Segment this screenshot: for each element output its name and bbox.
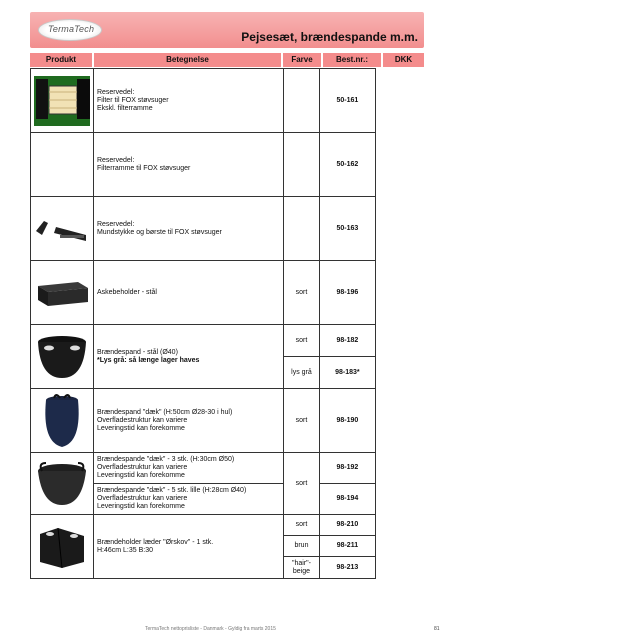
- description-cell: [93, 389, 283, 453]
- price-cell: [375, 261, 382, 325]
- order-number-cell: 98-210: [320, 515, 376, 536]
- product-image-cell: [31, 261, 94, 325]
- price-cell: [375, 325, 382, 389]
- order-number-cell: 98-182: [320, 325, 376, 357]
- order-number-cell: 98-183*: [320, 357, 376, 389]
- order-number-cell: 50-162: [320, 133, 376, 197]
- price-cell: [375, 453, 382, 515]
- color-cell: lys grå: [283, 357, 319, 389]
- order-number-cell: 98-192: [320, 453, 376, 484]
- price-cell: [375, 389, 382, 453]
- description-line: Leveringstid kan forekomme: [96, 472, 185, 479]
- tire-bucket-image: [34, 392, 90, 450]
- steel-bucket-image: [34, 332, 90, 382]
- description-line: Askebeholder - stål: [96, 288, 157, 296]
- description-line: Reservedel:: [96, 156, 135, 164]
- description-line: *Lys grå: så længe lager haves: [96, 356, 200, 364]
- description-cell: [93, 484, 283, 515]
- description-cell: [93, 261, 283, 325]
- description-line: H:46cm L:35 B:30: [96, 546, 153, 554]
- color-cell: sort: [283, 261, 319, 325]
- table-row: [31, 515, 383, 536]
- description-cell: [93, 69, 283, 133]
- description-line: Brændespand "dæk" (H:50cm Ø28-30 i hul): [96, 408, 233, 416]
- table-row: [31, 389, 383, 453]
- product-image-cell: [31, 133, 94, 197]
- description-line: Leveringstid kan forekomme: [96, 503, 185, 510]
- product-image-cell: [31, 325, 94, 389]
- price-cell: [375, 197, 382, 261]
- order-number-cell: 50-161: [320, 69, 376, 133]
- order-number-cell: 98-190: [320, 389, 376, 453]
- table-row: [31, 133, 383, 197]
- product-image-cell: [31, 197, 94, 261]
- table-row: [31, 69, 383, 133]
- column-header-produkt: Produkt: [30, 53, 92, 67]
- description-cell: [93, 133, 283, 197]
- ash-box-image: [34, 278, 90, 308]
- filter-image: [34, 76, 90, 126]
- table-row: [31, 261, 383, 325]
- color-cell: brun: [283, 536, 319, 557]
- color-cell: sort: [283, 515, 319, 536]
- page-footer: TermaTech nettoprisliste - Danmark - Gyldig fra marts 2015: [145, 626, 276, 632]
- column-header-farve: Farve: [283, 53, 321, 67]
- table-row: [31, 453, 383, 484]
- color-cell: "hair"-beige: [283, 557, 319, 579]
- tire-buckets-set-image: [34, 459, 90, 509]
- description-line: Overfladestruktur kan variere: [96, 495, 188, 502]
- color-cell: sort: [283, 453, 319, 515]
- page-header-banner: [30, 12, 424, 48]
- description-line: Overfladestruktur kan variere: [96, 464, 188, 471]
- column-header-bestnr: Best.nr.:: [323, 53, 381, 67]
- description-cell: [93, 197, 283, 261]
- product-image-cell: [31, 69, 94, 133]
- product-image-cell: [31, 515, 94, 579]
- column-header-betegnelse: Betegnelse: [94, 53, 281, 67]
- product-image-cell: [31, 389, 94, 453]
- color-cell: [283, 69, 319, 133]
- product-table: [30, 68, 382, 579]
- description-cell: [93, 325, 283, 389]
- description-line: Filterramme til FOX støvsuger: [96, 164, 191, 172]
- column-header-dkk: DKK: [383, 53, 424, 67]
- description-line: Reservedel:: [96, 88, 135, 96]
- description-line: Mundstykke og børste til FOX støvsuger: [96, 228, 222, 236]
- color-cell: [283, 133, 319, 197]
- description-cell: [93, 453, 283, 484]
- description-line: Leveringstid kan forekomme: [96, 424, 185, 432]
- table-row: [31, 325, 383, 357]
- order-number-cell: 98-194: [320, 484, 376, 515]
- order-number-cell: 98-211: [320, 536, 376, 557]
- description-line: Ekskl. filterramme: [96, 104, 153, 112]
- price-cell: [375, 133, 382, 197]
- color-cell: [283, 197, 319, 261]
- page-number: 81: [434, 626, 440, 632]
- nozzle-brush-image: [34, 211, 90, 247]
- description-cell: [93, 515, 283, 579]
- description-line: Filter til FOX støvsuger: [96, 96, 169, 104]
- description-line: Brændespande "dæk" - 5 stk. lille (H:28cm Ø40): [96, 487, 247, 494]
- order-number-cell: 50-163: [320, 197, 376, 261]
- leather-log-holder-image: [34, 524, 90, 570]
- description-line: Brændeholder læder "Ørskov" - 1 stk.: [96, 538, 214, 546]
- color-cell: sort: [283, 389, 319, 453]
- order-number-cell: 98-196: [320, 261, 376, 325]
- description-line: Brændespand - stål (Ø40): [96, 348, 178, 356]
- page-title: Pejsesæt, brændespande m.m.: [241, 30, 418, 44]
- table-row: [31, 197, 383, 261]
- color-cell: sort: [283, 325, 319, 357]
- order-number-cell: 98-213: [320, 557, 376, 579]
- description-line: Overfladestruktur kan variere: [96, 416, 188, 424]
- price-cell: [375, 69, 382, 133]
- termatech-logo: [38, 19, 102, 41]
- logo-text: TermaTech: [48, 24, 95, 34]
- description-line: Reservedel:: [96, 220, 135, 228]
- product-image-cell: [31, 453, 94, 515]
- price-cell: [375, 515, 382, 579]
- description-line: Brændespande "dæk" - 3 stk. (H:30cm Ø50): [96, 456, 235, 463]
